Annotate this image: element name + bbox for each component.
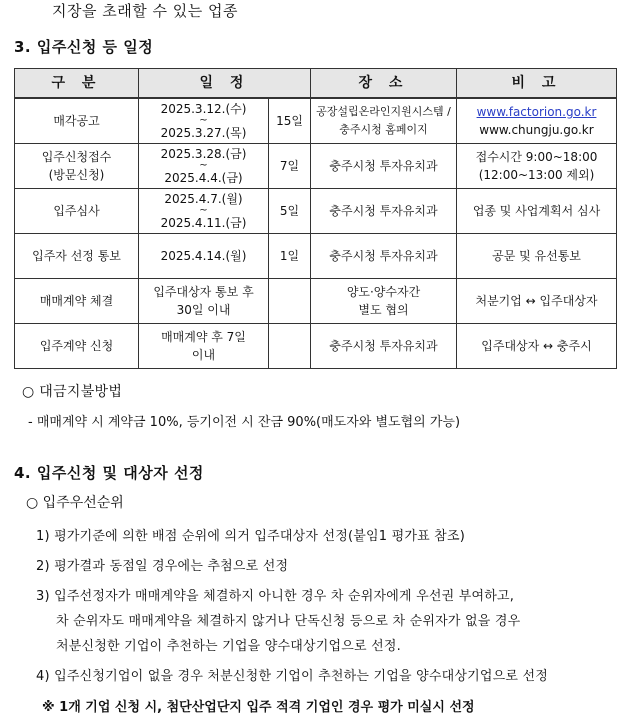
table-row bbox=[15, 189, 617, 234]
date-end: 2025.4.11.(금) bbox=[160, 216, 247, 230]
row-date bbox=[139, 279, 269, 324]
date-line1: 입주대상자 통보 후 bbox=[153, 285, 254, 299]
row-days: 15일 bbox=[269, 98, 311, 144]
chungju-url: www.chungju.go.kr bbox=[479, 123, 594, 137]
category-line2: (방문신청) bbox=[48, 168, 105, 182]
row-date bbox=[139, 324, 269, 369]
place-line2: 충주시청 홈페이지 bbox=[339, 123, 428, 136]
priority-item-3-cont: 차 순위자도 매매계약을 체결하지 않거나 단독신청 등으로 차 순위자가 없을 경우 bbox=[56, 614, 521, 629]
row-category bbox=[15, 144, 139, 189]
date-line1: 매매계약 후 7일 bbox=[161, 330, 246, 344]
row-days: 1일 bbox=[269, 234, 311, 279]
row-note bbox=[457, 98, 617, 144]
header-note: 비 고 bbox=[457, 69, 617, 99]
table-header-row bbox=[15, 69, 617, 99]
tilde: ~ bbox=[199, 160, 208, 171]
section-4-title: 4. 입주신청 및 대상자 선정 bbox=[14, 464, 204, 482]
row-category: 매각공고 bbox=[15, 98, 139, 144]
row-days bbox=[269, 279, 311, 324]
tilde: ~ bbox=[199, 205, 208, 216]
header-place: 장 소 bbox=[311, 69, 457, 99]
category-line1: 입주신청접수 bbox=[41, 150, 112, 164]
priority-bullet: ○ 입주우선순위 bbox=[26, 495, 124, 511]
table-row bbox=[15, 279, 617, 324]
date-end: 2025.3.27.(목) bbox=[160, 126, 247, 140]
table-row bbox=[15, 234, 617, 279]
row-place bbox=[311, 279, 457, 324]
row-place: 충주시청 투자유치과 bbox=[311, 324, 457, 369]
date-end: 2025.4.4.(금) bbox=[164, 171, 243, 185]
table-row bbox=[15, 324, 617, 369]
date-start: 2025.3.12.(수) bbox=[160, 102, 247, 116]
evaluation-note: ※ 1개 기업 신청 시, 첨단산업단지 입주 적격 기업인 경우 평가 미실시 선정 bbox=[42, 700, 475, 715]
place-line1: 양도·양수자간 bbox=[346, 285, 421, 299]
date-line2: 30일 이내 bbox=[176, 303, 231, 317]
row-note: 공문 및 유선통보 bbox=[457, 234, 617, 279]
payment-detail: - 매매계약 시 계약금 10%, 등기이전 시 잔금 90%(매도자와 별도협의 가능) bbox=[28, 415, 461, 430]
tilde: ~ bbox=[199, 115, 208, 126]
note-line1: 접수시간 9:00~18:00 bbox=[475, 150, 598, 164]
row-note bbox=[457, 144, 617, 189]
place-line1: 공장설립온라인지원시스템 / bbox=[316, 105, 451, 118]
priority-item-3: 3) 입주선정자가 매매계약을 체결하지 아니한 경우 차 순위자에게 우선권 부여하고, bbox=[36, 589, 515, 604]
row-place: 충주시청 투자유치과 bbox=[311, 234, 457, 279]
table-row bbox=[15, 144, 617, 189]
row-category: 매매계약 체결 bbox=[15, 279, 139, 324]
header-schedule: 일 정 bbox=[139, 69, 311, 99]
priority-item-1: 1) 평가기준에 의한 배점 순위에 의거 입주대상자 선정(붙임1 평가표 참조) bbox=[36, 529, 465, 544]
row-place bbox=[311, 98, 457, 144]
row-days bbox=[269, 324, 311, 369]
row-place: 충주시청 투자유치과 bbox=[311, 189, 457, 234]
date-start: 2025.4.7.(월) bbox=[164, 192, 243, 206]
priority-item-2: 2) 평가결과 동점일 경우에는 추첨으로 선정 bbox=[36, 559, 289, 574]
row-date bbox=[139, 98, 269, 144]
note-line2: (12:00~13:00 제외) bbox=[478, 168, 595, 182]
header-category: 구 분 bbox=[15, 69, 139, 99]
date-line2: 이내 bbox=[191, 348, 216, 362]
payment-bullet: ○ 대금지불방법 bbox=[22, 384, 123, 400]
section-3-title: 3. 입주신청 등 일정 bbox=[14, 38, 154, 56]
intro-tail-text: 지장을 초래할 수 있는 업종 bbox=[52, 2, 238, 20]
date-start: 2025.3.28.(금) bbox=[160, 147, 247, 161]
row-place: 충주시청 투자유치과 bbox=[311, 144, 457, 189]
schedule-table bbox=[14, 68, 617, 369]
row-category: 입주계약 신청 bbox=[15, 324, 139, 369]
row-date bbox=[139, 189, 269, 234]
row-note: 입주대상자 ↔ 충주시 bbox=[457, 324, 617, 369]
row-date bbox=[139, 144, 269, 189]
row-days: 7일 bbox=[269, 144, 311, 189]
row-category: 입주자 선정 통보 bbox=[15, 234, 139, 279]
row-category: 입주심사 bbox=[15, 189, 139, 234]
priority-item-4: 4) 입주신청기업이 없을 경우 처분신청한 기업이 추천하는 기업을 양수대상기업으로 선정 bbox=[36, 669, 549, 684]
table-row bbox=[15, 98, 617, 144]
factorion-link[interactable]: www.factorion.go.kr bbox=[476, 105, 597, 119]
row-date: 2025.4.14.(월) bbox=[139, 234, 269, 279]
row-note: 처분기업 ↔ 입주대상자 bbox=[457, 279, 617, 324]
row-note: 업종 및 사업계획서 심사 bbox=[457, 189, 617, 234]
priority-item-3-cont2: 처분신청한 기업이 추천하는 기업을 양수대상기업으로 선정. bbox=[56, 639, 401, 654]
row-days: 5일 bbox=[269, 189, 311, 234]
place-line2: 별도 협의 bbox=[358, 303, 409, 317]
